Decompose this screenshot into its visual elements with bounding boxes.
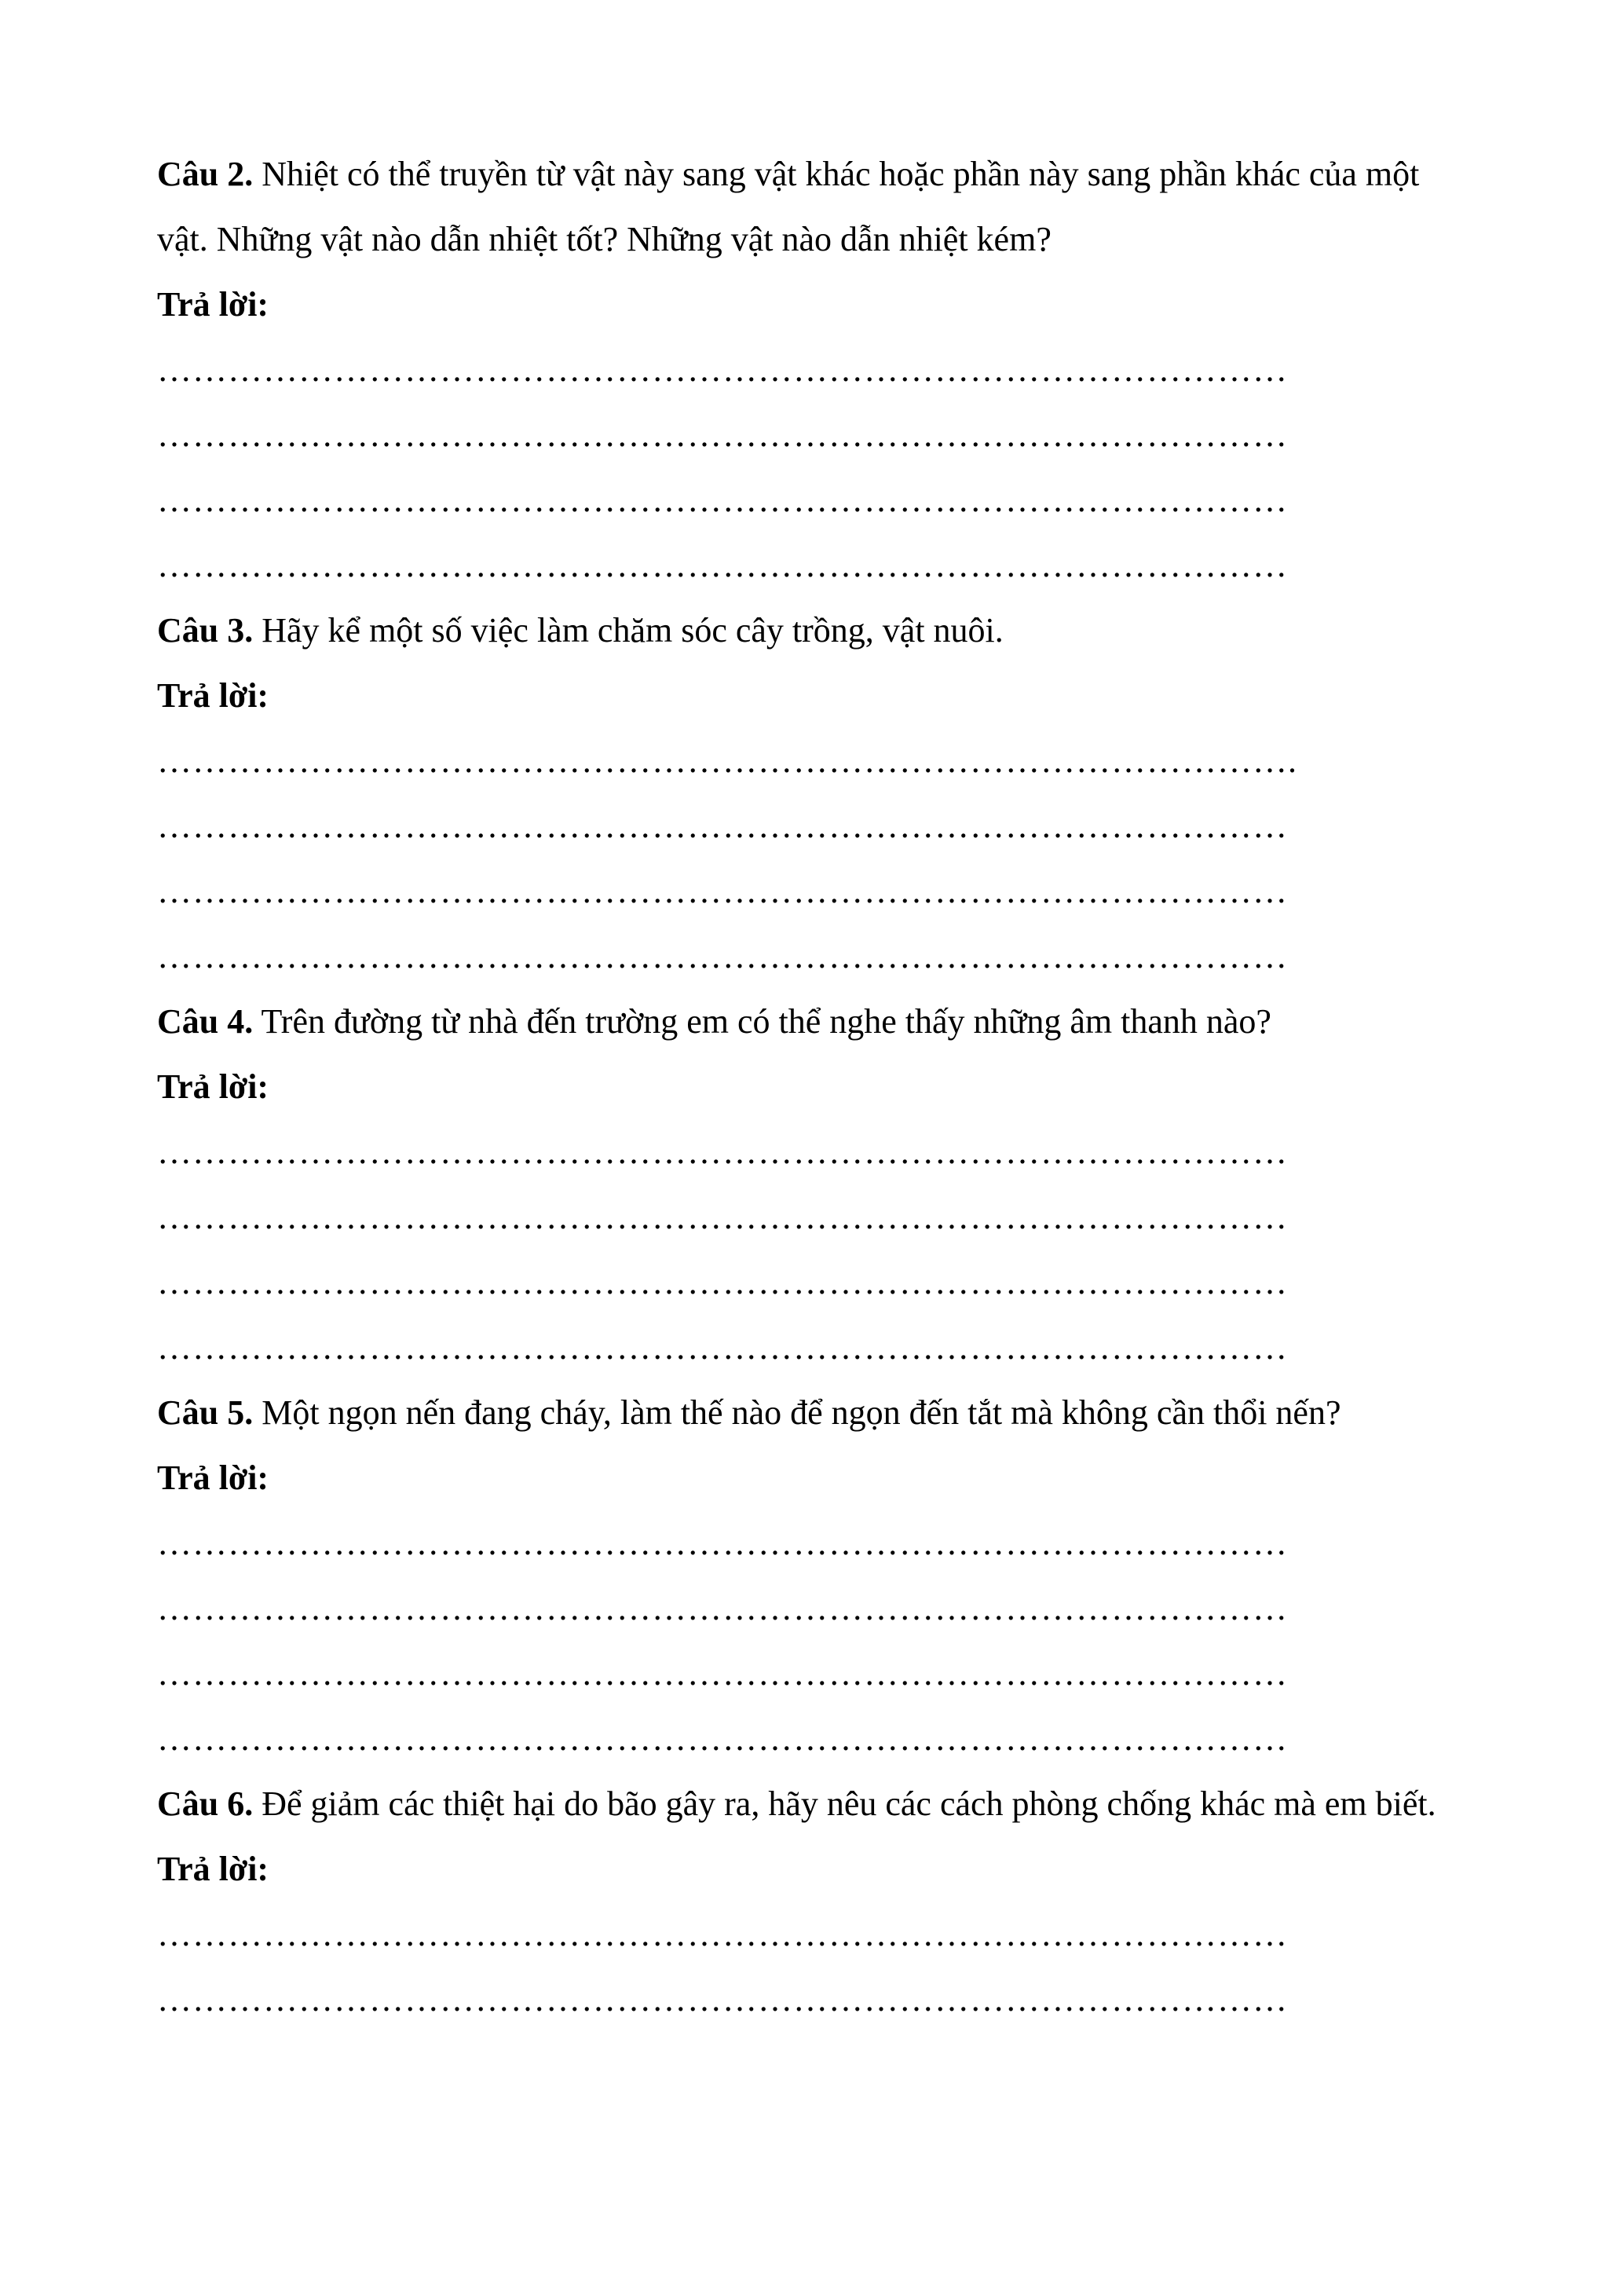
answer-line[interactable]: ……………………………………………………………………………………: [157, 546, 1288, 584]
question-2: [157, 141, 1476, 598]
question-text: [157, 989, 1476, 1054]
answer-line[interactable]: ……………………………………………………………………………………: [157, 1589, 1288, 1627]
question-text: [157, 1380, 1476, 1445]
answer-line[interactable]: ……………………………………………………………………………………: [157, 1915, 1288, 1953]
question-body: Nhiệt có thể truyền từ vật này sang vật khác hoặc phần này sang phần khác của một vật. Những vật nào dẫn nhiệt tốt? Những vật nào dẫn nhiệt kém?: [157, 155, 1420, 258]
question-label: Câu 6.: [157, 1784, 254, 1823]
question-text: [157, 141, 1476, 272]
question-label: Câu 4.: [157, 1002, 254, 1041]
worksheet-page: [157, 141, 1476, 2032]
answer-line[interactable]: …………………………………………………………………………………….: [157, 741, 1297, 780]
answer-label: Trả lời:: [157, 1067, 269, 1106]
answer-line[interactable]: ……………………………………………………………………………………: [157, 1980, 1288, 2019]
answer-line[interactable]: ……………………………………………………………………………………: [157, 872, 1288, 910]
question-4: [157, 989, 1476, 1380]
answer-line[interactable]: ……………………………………………………………………………………: [157, 1654, 1288, 1693]
answer-line[interactable]: ……………………………………………………………………………………: [157, 350, 1288, 389]
answer-line[interactable]: ……………………………………………………………………………………: [157, 807, 1288, 845]
question-body: Để giảm các thiệt hại do bão gây ra, hãy nêu các cách phòng chống khác mà em biết.: [253, 1784, 1436, 1823]
answer-line[interactable]: ……………………………………………………………………………………: [157, 1719, 1288, 1758]
answer-line[interactable]: ……………………………………………………………………………………: [157, 1133, 1288, 1171]
question-label: Câu 2.: [157, 155, 254, 193]
question-6: [157, 1771, 1476, 2032]
answer-line[interactable]: ……………………………………………………………………………………: [157, 1328, 1288, 1367]
question-5: [157, 1380, 1476, 1771]
answer-label: Trả lời:: [157, 676, 269, 715]
answer-label: Trả lời:: [157, 1850, 269, 1888]
answer-label: Trả lời:: [157, 1459, 269, 1497]
question-body: Một ngọn nến đang cháy, làm thế nào để ngọn đến tắt mà không cần thổi nến?: [253, 1393, 1341, 1432]
question-body: Trên đường từ nhà đến trường em có thể nghe thấy những âm thanh nào?: [253, 1002, 1271, 1041]
answer-line[interactable]: ……………………………………………………………………………………: [157, 481, 1288, 519]
answer-line[interactable]: ……………………………………………………………………………………: [157, 415, 1288, 454]
question-label: Câu 5.: [157, 1393, 254, 1432]
answer-label: Trả lời:: [157, 285, 269, 324]
question-body: Hãy kể một số việc làm chăm sóc cây trồng, vật nuôi.: [253, 611, 1004, 650]
question-text: [157, 1771, 1476, 1836]
answer-line[interactable]: ……………………………………………………………………………………: [157, 1524, 1288, 1562]
answer-line[interactable]: ……………………………………………………………………………………: [157, 1198, 1288, 1236]
answer-line[interactable]: ……………………………………………………………………………………: [157, 937, 1288, 975]
question-label: Câu 3.: [157, 611, 254, 650]
answer-line[interactable]: ……………………………………………………………………………………: [157, 1263, 1288, 1301]
question-text: [157, 598, 1476, 663]
question-3: [157, 598, 1476, 989]
